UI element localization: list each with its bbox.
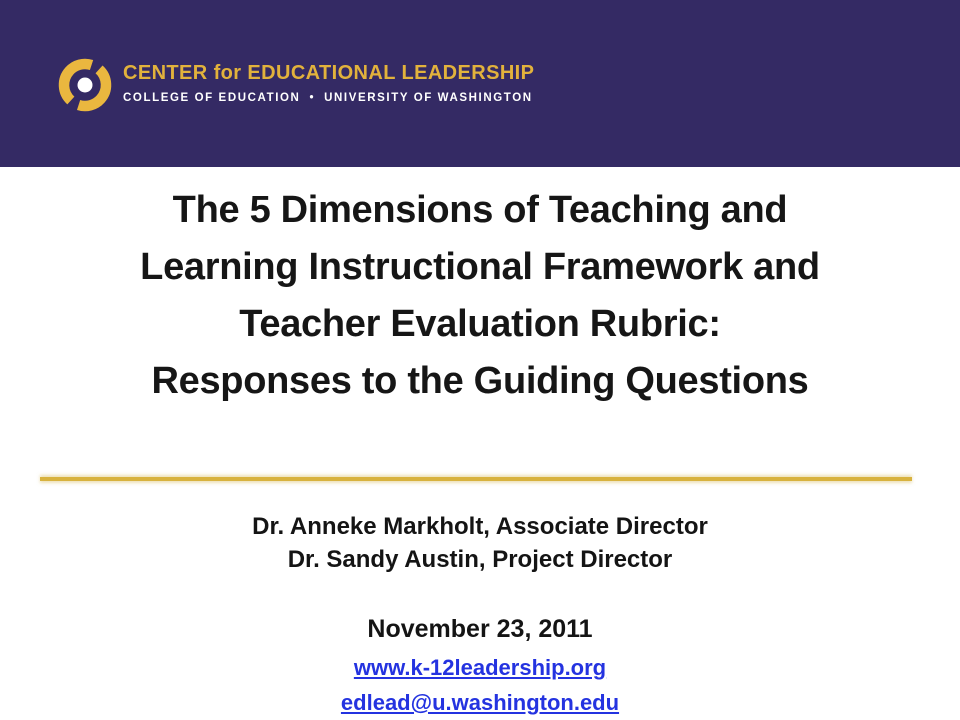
title-line-1: The 5 Dimensions of Teaching and (172, 189, 788, 231)
slide-title (0, 182, 960, 410)
gold-divider (40, 477, 912, 481)
org-sub-college: COLLEGE OF EDUCATION (123, 92, 301, 104)
email-link[interactable]: edlead@u.washington.edu (340, 690, 620, 715)
author-line-1: Dr. Anneke Markholt, Associate Director (252, 513, 708, 540)
title-line-3: Teacher Evaluation Rubric: (239, 303, 721, 345)
website-link[interactable]: www.k-12leadership.org (353, 655, 607, 680)
header-text (123, 60, 534, 104)
org-subtitle (123, 92, 534, 104)
contact-links (0, 650, 960, 720)
org-sub-university: UNIVERSITY OF WASHINGTON (324, 92, 533, 104)
authors (0, 510, 960, 576)
presentation-date: November 23, 2011 (367, 615, 593, 643)
author-line-2: Dr. Sandy Austin, Project Director (287, 546, 673, 573)
org-name: CENTER for EDUCATIONAL LEADERSHIP (123, 62, 535, 84)
cel-logo-icon (57, 57, 113, 113)
bullet-separator-icon: • (309, 92, 316, 104)
title-line-2: Learning Instructional Framework and (140, 246, 820, 288)
title-line-4: Responses to the Guiding Questions (151, 360, 809, 402)
header-band (0, 0, 960, 167)
